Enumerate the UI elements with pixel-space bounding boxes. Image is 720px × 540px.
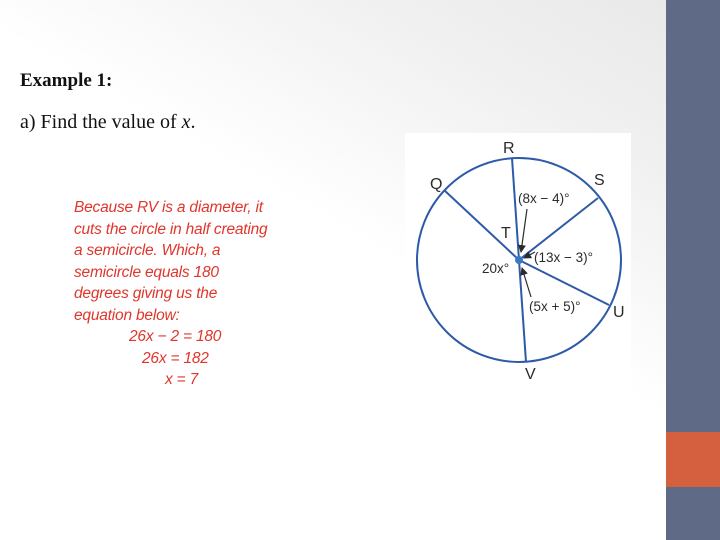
angle-label-qv: 20x° — [482, 261, 510, 276]
question-variable: x — [181, 111, 191, 133]
arrow-rs-angle — [521, 209, 527, 252]
label-v: V — [525, 366, 536, 382]
question-prefix: a) Find the value of — [20, 111, 182, 133]
equation-line: x = 7 — [165, 371, 199, 388]
question-text — [20, 111, 196, 134]
equation-line: 26x − 2 = 180 — [129, 328, 222, 345]
angle-label-su: (13x − 3)° — [534, 250, 594, 265]
center-point — [515, 256, 523, 264]
explanation-line: equation below: — [74, 306, 180, 324]
label-u: U — [613, 304, 625, 321]
explanation-text — [74, 197, 267, 391]
circle-diagram — [405, 133, 631, 382]
arrow-uv-angle — [522, 268, 531, 297]
explanation-line: Because RV is a diameter, it — [74, 199, 263, 216]
angle-label-rs: (8x − 4)° — [518, 191, 570, 206]
explanation-line: cuts the circle in half creating — [74, 220, 268, 238]
circle-figure — [405, 133, 631, 382]
label-t: T — [501, 225, 511, 242]
explanation-line: a semicircle. Which, a — [74, 242, 221, 259]
label-s: S — [594, 172, 605, 189]
explanation-line: degrees giving us the — [74, 285, 218, 302]
slide-title: Example 1: — [20, 70, 113, 91]
sidebar-accent-block — [666, 432, 720, 487]
explanation-line: semicircle equals 180 — [74, 263, 219, 281]
label-q: Q — [430, 176, 443, 193]
question-suffix: . — [190, 111, 196, 133]
label-r: R — [503, 140, 515, 157]
equation-line: 26x = 182 — [142, 349, 209, 367]
angle-label-uv: (5x + 5)° — [529, 299, 581, 314]
